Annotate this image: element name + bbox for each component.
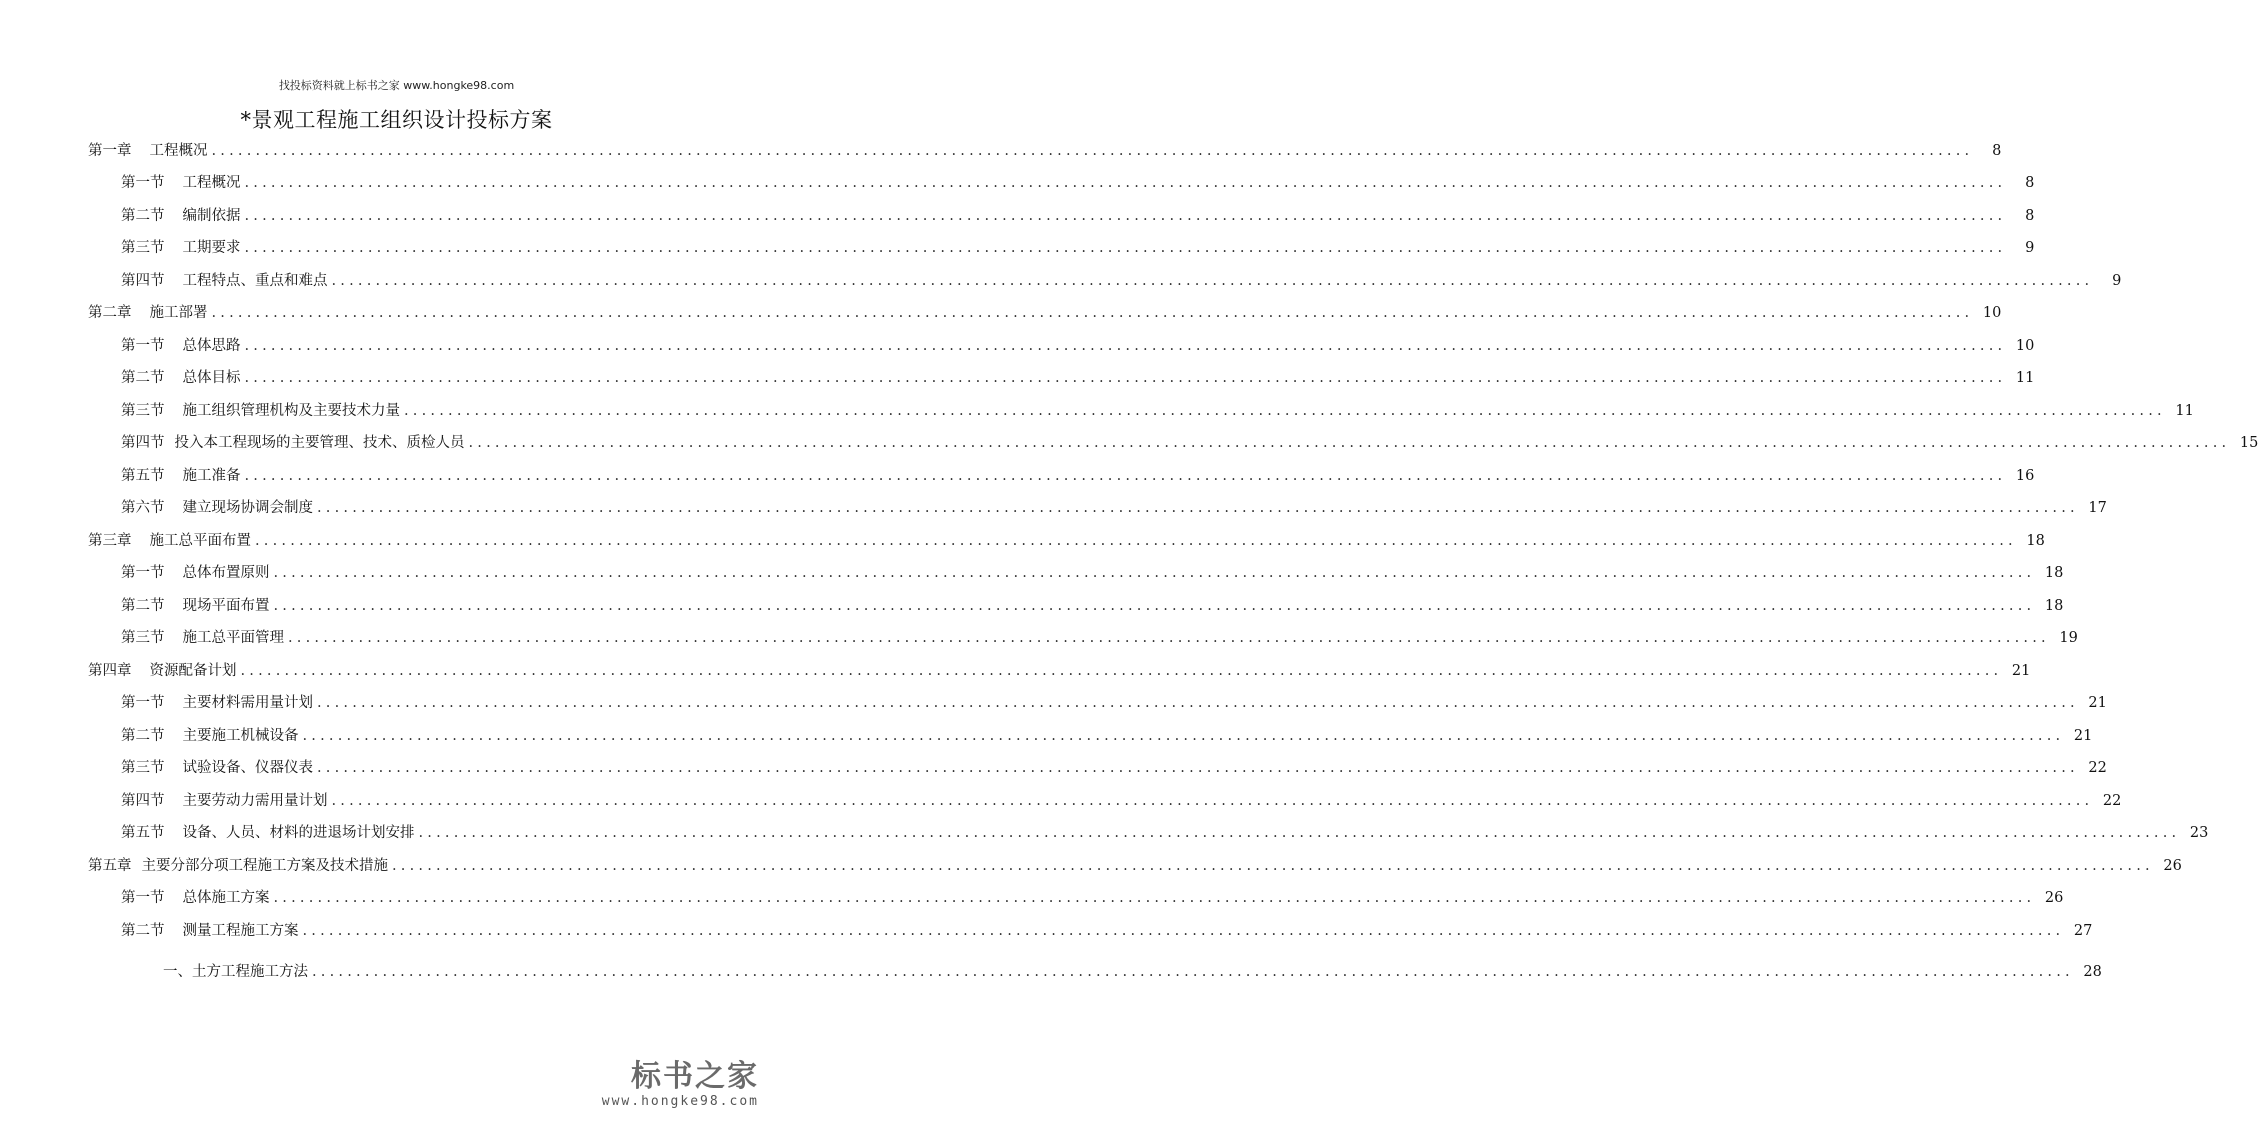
toc-number: 第四节 xyxy=(121,435,165,451)
toc-section[interactable] xyxy=(121,724,2093,748)
leader-dots: ........................................................................................................................................................................................................ xyxy=(244,468,2007,484)
toc-section[interactable] xyxy=(121,496,2107,520)
toc-page-number: 10 xyxy=(1982,305,2002,321)
toc-section[interactable] xyxy=(121,626,2078,650)
toc-number: 第三章 xyxy=(88,533,132,549)
toc-text: 施工准备 xyxy=(182,468,241,484)
toc-text: 总体目标 xyxy=(182,370,241,386)
toc-page-number: 11 xyxy=(2175,403,2194,419)
toc-text: 总体思路 xyxy=(182,338,241,354)
leader-dots: ........................................................................................................................................................................................................ xyxy=(418,825,2181,841)
toc-text: 主要施工机械设备 xyxy=(182,728,299,744)
toc-number: 第二节 xyxy=(121,370,165,386)
toc-text: 工期要求 xyxy=(182,240,241,256)
leader-dots: ........................................................................................................................................................................................................ xyxy=(255,533,2017,549)
toc-text: 施工总平面布置 xyxy=(149,533,251,549)
toc-section[interactable] xyxy=(121,464,2035,488)
toc-chapter-4[interactable] xyxy=(88,659,2031,683)
toc-text: 一、土方工程施工方法 xyxy=(163,964,308,980)
leader-dots: ........................................................................................................................................................................................................ xyxy=(211,143,1974,159)
toc-chapter-1[interactable] xyxy=(88,139,2002,163)
toc-number: 第五节 xyxy=(121,825,165,841)
toc-text: 总体布置原则 xyxy=(182,565,270,581)
leader-dots: ........................................................................................................................................................................................................ xyxy=(317,695,2079,711)
toc-section[interactable] xyxy=(121,691,2107,715)
toc-chapter-2[interactable] xyxy=(88,301,2002,325)
leader-dots: ........................................................................................................................................................................................................ xyxy=(240,663,2003,679)
toc-number: 第四节 xyxy=(121,273,165,289)
toc-text: 工程概况 xyxy=(182,175,241,191)
leader-dots: ........................................................................................................................................................................................................ xyxy=(211,305,1974,321)
toc-number: 第五节 xyxy=(121,468,165,484)
document-title: *景观工程施工组织设计投标方案 xyxy=(240,108,553,132)
leader-dots: ........................................................................................................................................................................................................ xyxy=(244,240,2007,256)
leader-dots: ........................................................................................................................................................................................................ xyxy=(244,370,2007,386)
toc-page-number: 21 xyxy=(2073,728,2093,744)
toc-number: 第二节 xyxy=(121,598,165,614)
toc-page-number: 8 xyxy=(2025,208,2035,224)
toc-page-number: 10 xyxy=(2015,338,2035,354)
toc-section[interactable] xyxy=(121,919,2093,943)
toc-text: 投入本工程现场的主要管理、技术、质检人员 xyxy=(174,435,465,451)
toc-section[interactable] xyxy=(121,431,2258,455)
toc-page-number: 18 xyxy=(2044,565,2064,581)
toc-number: 第一章 xyxy=(88,143,132,159)
toc-text: 编制依据 xyxy=(182,208,241,224)
toc-page-number: 27 xyxy=(2073,923,2093,939)
toc-page-number: 9 xyxy=(2112,273,2122,289)
toc-page-number: 23 xyxy=(2189,825,2209,841)
toc-number: 第四章 xyxy=(88,663,132,679)
toc-page-number: 22 xyxy=(2102,793,2122,809)
toc-section[interactable] xyxy=(121,399,2194,423)
toc-text: 工程概况 xyxy=(149,143,208,159)
toc-section[interactable] xyxy=(121,366,2035,390)
toc-text: 设备、人员、材料的进退场计划安排 xyxy=(182,825,415,841)
toc-page-number: 8 xyxy=(2025,175,2035,191)
toc-number: 第二节 xyxy=(121,728,165,744)
toc-section[interactable] xyxy=(121,236,2035,260)
toc-number: 第四节 xyxy=(121,793,165,809)
toc-section[interactable] xyxy=(121,561,2064,585)
toc-page-number: 17 xyxy=(2088,500,2107,516)
toc-number: 第一节 xyxy=(121,338,165,354)
toc-page-number: 22 xyxy=(2088,760,2107,776)
toc-section[interactable] xyxy=(121,886,2064,910)
toc-page-number: 21 xyxy=(2088,695,2107,711)
toc-number: 第五章 xyxy=(88,858,132,874)
toc-page-number: 28 xyxy=(2083,964,2102,980)
toc-text: 工程特点、重点和难点 xyxy=(182,273,328,289)
toc-page-number: 9 xyxy=(2025,240,2035,256)
toc-number: 第六节 xyxy=(121,500,165,516)
toc-page-number: 21 xyxy=(2011,663,2031,679)
toc-number: 第二章 xyxy=(88,305,132,321)
leader-dots: ........................................................................................................................................................................................................ xyxy=(273,565,2036,581)
toc-text: 测量工程施工方案 xyxy=(182,923,299,939)
toc-text: 资源配备计划 xyxy=(149,663,237,679)
toc-page-number: 18 xyxy=(2026,533,2045,549)
toc-number: 第三节 xyxy=(121,760,165,776)
leader-dots: ........................................................................................................................................................................................................ xyxy=(273,598,2036,614)
toc-text: 现场平面布置 xyxy=(182,598,270,614)
toc-number: 第一节 xyxy=(121,565,165,581)
toc-number: 第三节 xyxy=(121,240,165,256)
toc-number: 第二节 xyxy=(121,923,165,939)
toc-section[interactable] xyxy=(121,789,2122,813)
toc-number: 第一节 xyxy=(121,175,165,191)
toc-text: 主要材料需用量计划 xyxy=(182,695,313,711)
toc-number: 第三节 xyxy=(121,403,165,419)
leader-dots: ........................................................................................................................................................................................................ xyxy=(244,208,2007,224)
toc-page-number: 8 xyxy=(1992,143,2002,159)
toc-number: 第一节 xyxy=(121,695,165,711)
leader-dots: ........................................................................................................................................................................................................ xyxy=(331,793,2094,809)
toc-text: 建立现场协调会制度 xyxy=(182,500,313,516)
toc-section[interactable] xyxy=(121,269,2122,293)
toc-section[interactable] xyxy=(121,204,2035,228)
leader-dots: ........................................................................................................................................................................................................ xyxy=(273,890,2036,906)
toc-text: 总体施工方案 xyxy=(182,890,270,906)
toc-number: 第三节 xyxy=(121,630,165,646)
leader-dots: ........................................................................................................................................................................................................ xyxy=(331,273,2094,289)
leader-dots: ........................................................................................................................................................................................................ xyxy=(288,630,2050,646)
toc-section[interactable] xyxy=(121,171,2035,195)
toc-subsection[interactable] xyxy=(163,960,2102,984)
toc-text: 主要劳动力需用量计划 xyxy=(182,793,328,809)
toc-number: 第一节 xyxy=(121,890,165,906)
toc-section[interactable] xyxy=(121,756,2107,780)
logo-url: www.hongke98.com xyxy=(601,1094,759,1109)
toc-chapter-5[interactable] xyxy=(88,854,2182,878)
leader-dots: ........................................................................................................................................................................................................ xyxy=(312,964,2074,980)
toc-text: 主要分部分项工程施工方案及技术措施 xyxy=(141,858,388,874)
toc-text: 试验设备、仪器仪表 xyxy=(182,760,313,776)
toc-chapter-3[interactable] xyxy=(88,529,2045,553)
toc-section[interactable] xyxy=(121,821,2209,845)
toc-page-number: 18 xyxy=(2044,598,2064,614)
toc-text: 施工总平面管理 xyxy=(182,630,284,646)
toc-number: 第二节 xyxy=(121,208,165,224)
toc-page-number: 11 xyxy=(2015,370,2035,386)
leader-dots: ........................................................................................................................................................................................................ xyxy=(302,923,2065,939)
toc-text: 施工部署 xyxy=(149,305,208,321)
brand-logo xyxy=(602,1060,759,1109)
toc-page-number: 19 xyxy=(2059,630,2078,646)
leader-dots: ........................................................................................................................................................................................................ xyxy=(404,403,2166,419)
leader-dots: ........................................................................................................................................................................................................ xyxy=(244,338,2007,354)
leader-dots: ........................................................................................................................................................................................................ xyxy=(244,175,2007,191)
leader-dots: ........................................................................................................................................................................................................ xyxy=(392,858,2154,874)
toc-page-number: 16 xyxy=(2015,468,2035,484)
toc-section[interactable] xyxy=(121,334,2035,358)
logo-mark: 标书之家 xyxy=(631,1059,759,1094)
toc-page-number: 26 xyxy=(2044,890,2064,906)
toc-section[interactable] xyxy=(121,594,2064,618)
toc-page-number: 26 xyxy=(2163,858,2182,874)
leader-dots: ........................................................................................................................................................................................................ xyxy=(317,760,2079,776)
leader-dots: ........................................................................................................................................................................................................ xyxy=(468,435,2231,451)
toc-page-number: 15 xyxy=(2239,435,2258,451)
toc-text: 施工组织管理机构及主要技术力量 xyxy=(182,403,400,419)
leader-dots: ........................................................................................................................................................................................................ xyxy=(317,500,2079,516)
header-watermark-note: 找投标资料就上标书之家 www.hongke98.com xyxy=(278,79,515,92)
leader-dots: ........................................................................................................................................................................................................ xyxy=(302,728,2065,744)
